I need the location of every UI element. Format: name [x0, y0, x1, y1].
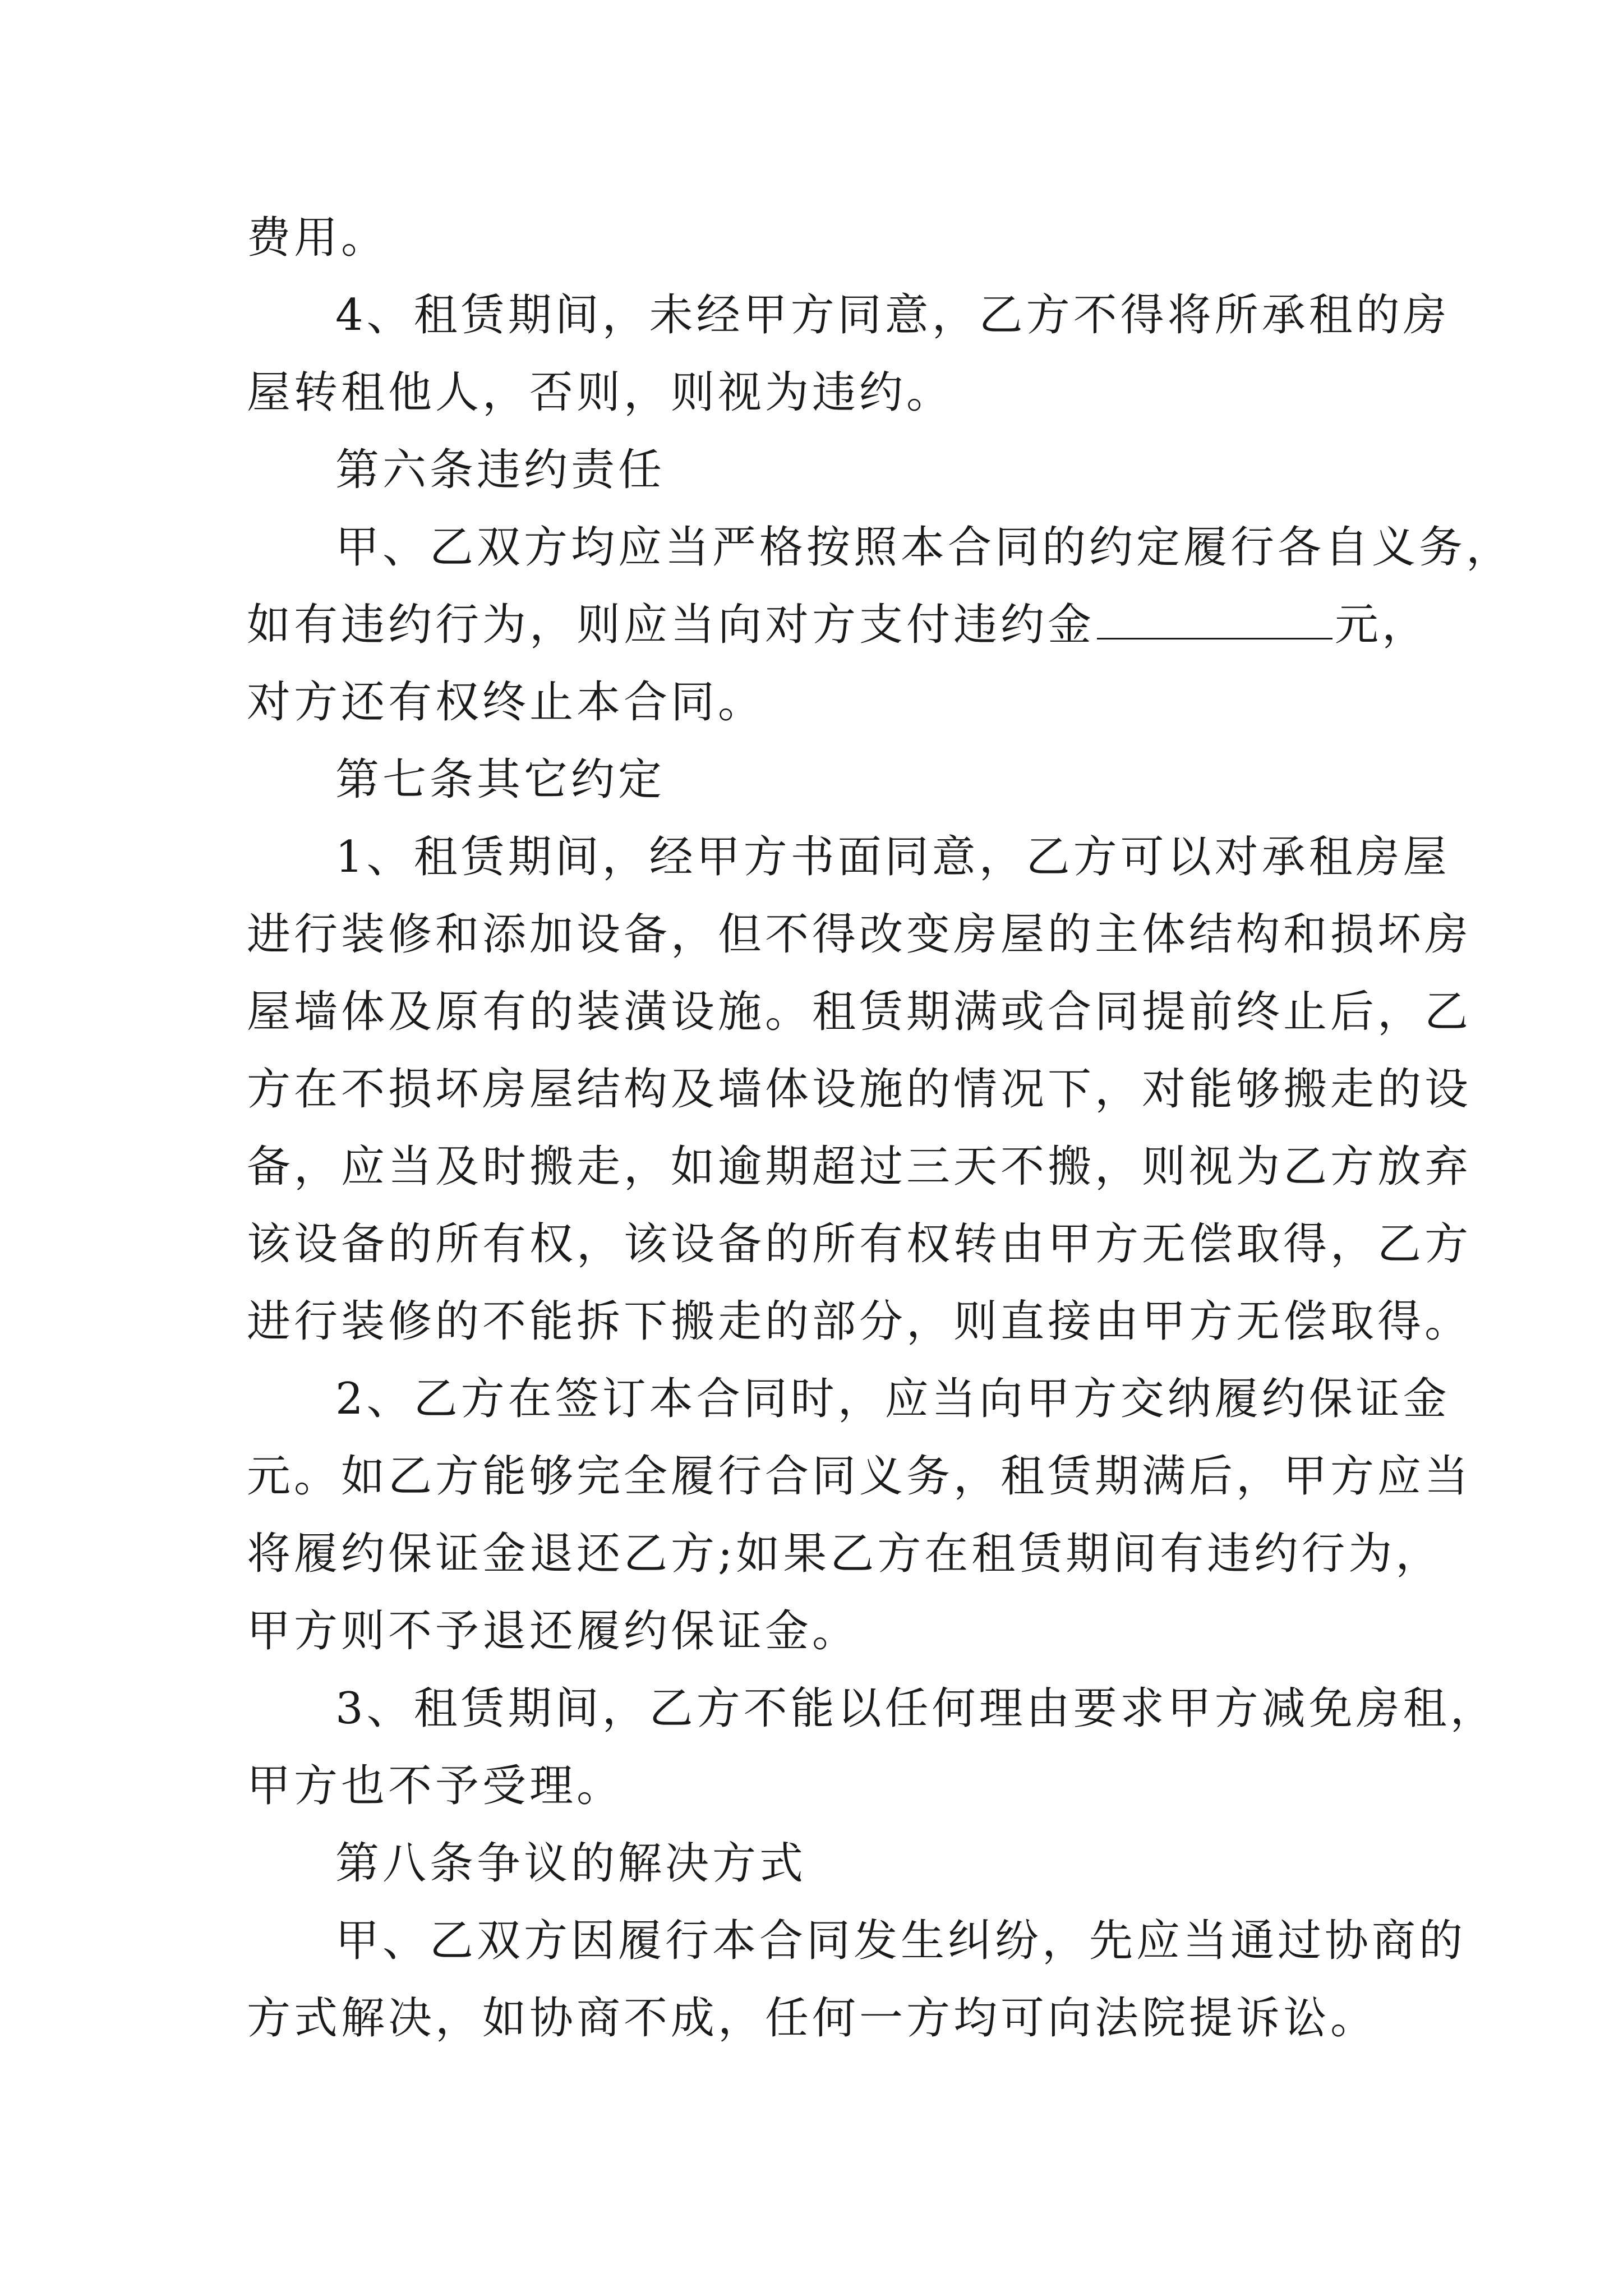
text-line: 1、租赁期间，经甲方书面同意，乙方可以对承租房屋: [335, 832, 1450, 882]
text-line: 备，应当及时搬走，如逾期超过三天不搬，则视为乙方放弃: [247, 1142, 1472, 1192]
document-body: [247, 199, 1514, 2057]
text-segment: 如有违约行为，则应当向对方支付违约金: [247, 600, 1095, 650]
text-line: 4、租赁期间，未经甲方同意，乙方不得将所承租的房: [335, 290, 1450, 341]
text-line: 该设备的所有权，该设备的所有权转由甲方无偿取得，乙方: [247, 1219, 1472, 1269]
text-line: 屋墙体及原有的装潢设施。租赁期满或合同提前终止后，乙: [247, 987, 1472, 1037]
text-line: 元。如乙方能够完全履行合同义务，租赁期满后，甲方应当: [247, 1451, 1472, 1502]
text-line: 方式解决，如协商不成，任何一方均可向法院提诉讼。: [247, 1993, 1378, 2044]
section-heading: 第七条其它约定: [335, 754, 666, 805]
fill-in-blank: [1097, 594, 1332, 639]
text-line: 费用。: [247, 213, 389, 263]
text-line: 甲方也不予受理。: [247, 1761, 624, 1811]
section-heading: 第八条争议的解决方式: [335, 1838, 807, 1889]
text-line: 方在不损坏房屋结构及墙体设施的情况下，对能够搬走的设: [247, 1064, 1472, 1115]
text-line: 甲、乙双方均应当严格按照本合同的约定履行各自义务，: [335, 522, 1514, 573]
text-segment: 元，: [1335, 600, 1430, 650]
text-line-with-blank: [247, 586, 1430, 664]
text-line: 甲、乙双方因履行本合同发生纠纷，先应当通过协商的: [335, 1916, 1467, 1966]
section-heading: 第六条违约责任: [335, 445, 666, 495]
text-line: 3、租赁期间，乙方不能以任何理由要求甲方减免房租，: [335, 1683, 1497, 1734]
text-line: 进行装修的不能拆下搬走的部分，则直接由甲方无偿取得。: [247, 1296, 1472, 1347]
text-line: 屋转租他人，否则，则视为违约。: [247, 367, 954, 418]
text-line: 将履约保证金退还乙方;如果乙方在租赁期间有违约行为，: [247, 1529, 1443, 1579]
text-line: 2、乙方在签订本合同时，应当向甲方交纳履约保证金: [335, 1374, 1450, 1424]
text-line: 甲方则不予退还履约保证金。: [247, 1606, 860, 1657]
text-line: 进行装修和添加设备，但不得改变房屋的主体结构和损坏房: [247, 909, 1472, 960]
text-line: 对方还有权终止本合同。: [247, 677, 766, 728]
